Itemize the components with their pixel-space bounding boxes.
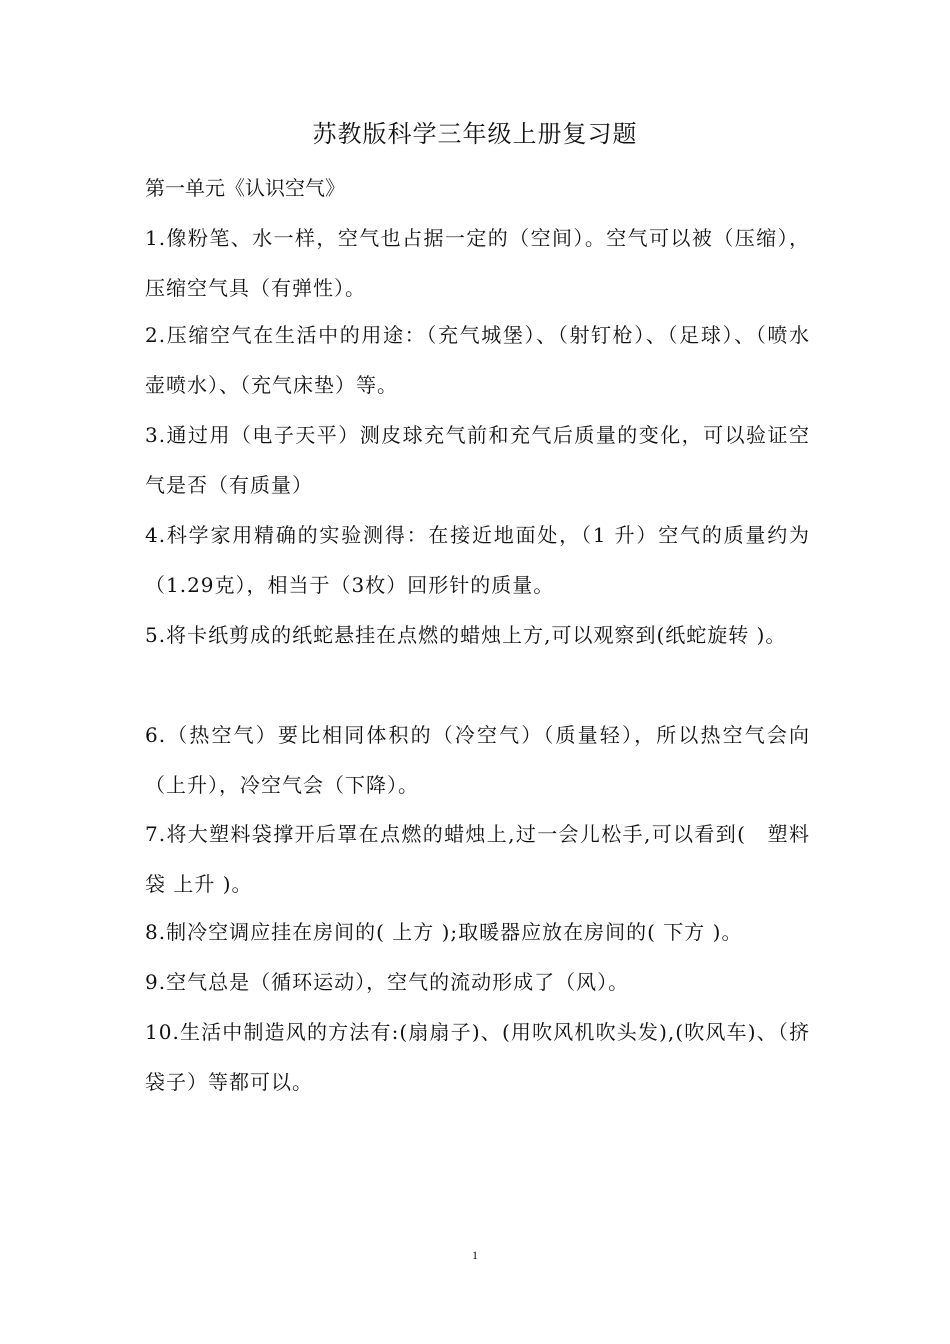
question-5: 5.将卡纸剪成的纸蛇悬挂在点燃的蜡烛上方,可以观察到(纸蛇旋转 )。 bbox=[145, 623, 787, 647]
question-2: 2.压缩空气在生活中的用途：（充气城堡）、（射钉枪）、（足球）、（喷水壶喷水）、（充气床垫）等。 bbox=[145, 323, 810, 397]
question-10: 10.生活中制造风的方法有:(扇扇子)、(用吹风机吹头发),(吹风车)、（挤袋子）等都可以。 bbox=[145, 1020, 810, 1094]
question-8: 8.制冷空调应挂在房间的( 上方 );取暖器应放在房间的( 下方 )。 bbox=[145, 920, 743, 944]
question-6: 6.（热空气）要比相同体积的（冷空气）（质量轻），所以热空气会向（上升），冷空气会（下降）。 bbox=[145, 723, 810, 797]
question-4: 4.科学家用精确的实验测得：在接近地面处，（1 升）空气的质量约为（1.29克），相当于（3枚）回形针的质量。 bbox=[145, 523, 810, 597]
question-7: 7.将大塑料袋撑开后罩在点燃的蜡烛上,过一会儿松手,可以看到( 塑料袋 上升 )。 bbox=[145, 822, 810, 896]
page-number: 1 bbox=[472, 1248, 478, 1262]
unit-heading: 第一单元《认识空气》 bbox=[145, 176, 345, 200]
question-9: 9.空气总是（循环运动），空气的流动形成了（风）。 bbox=[145, 970, 630, 994]
question-3: 3.通过用（电子天平）测皮球充气前和充气后质量的变化，可以验证空气是否（有质量） bbox=[145, 423, 810, 497]
document-title: 苏教版科学三年级上册复习题 bbox=[312, 120, 638, 148]
question-1: 1.像粉笔、水一样，空气也占据一定的（空间）。空气可以被（压缩），压缩空气具（有弹性）。 bbox=[145, 226, 810, 300]
